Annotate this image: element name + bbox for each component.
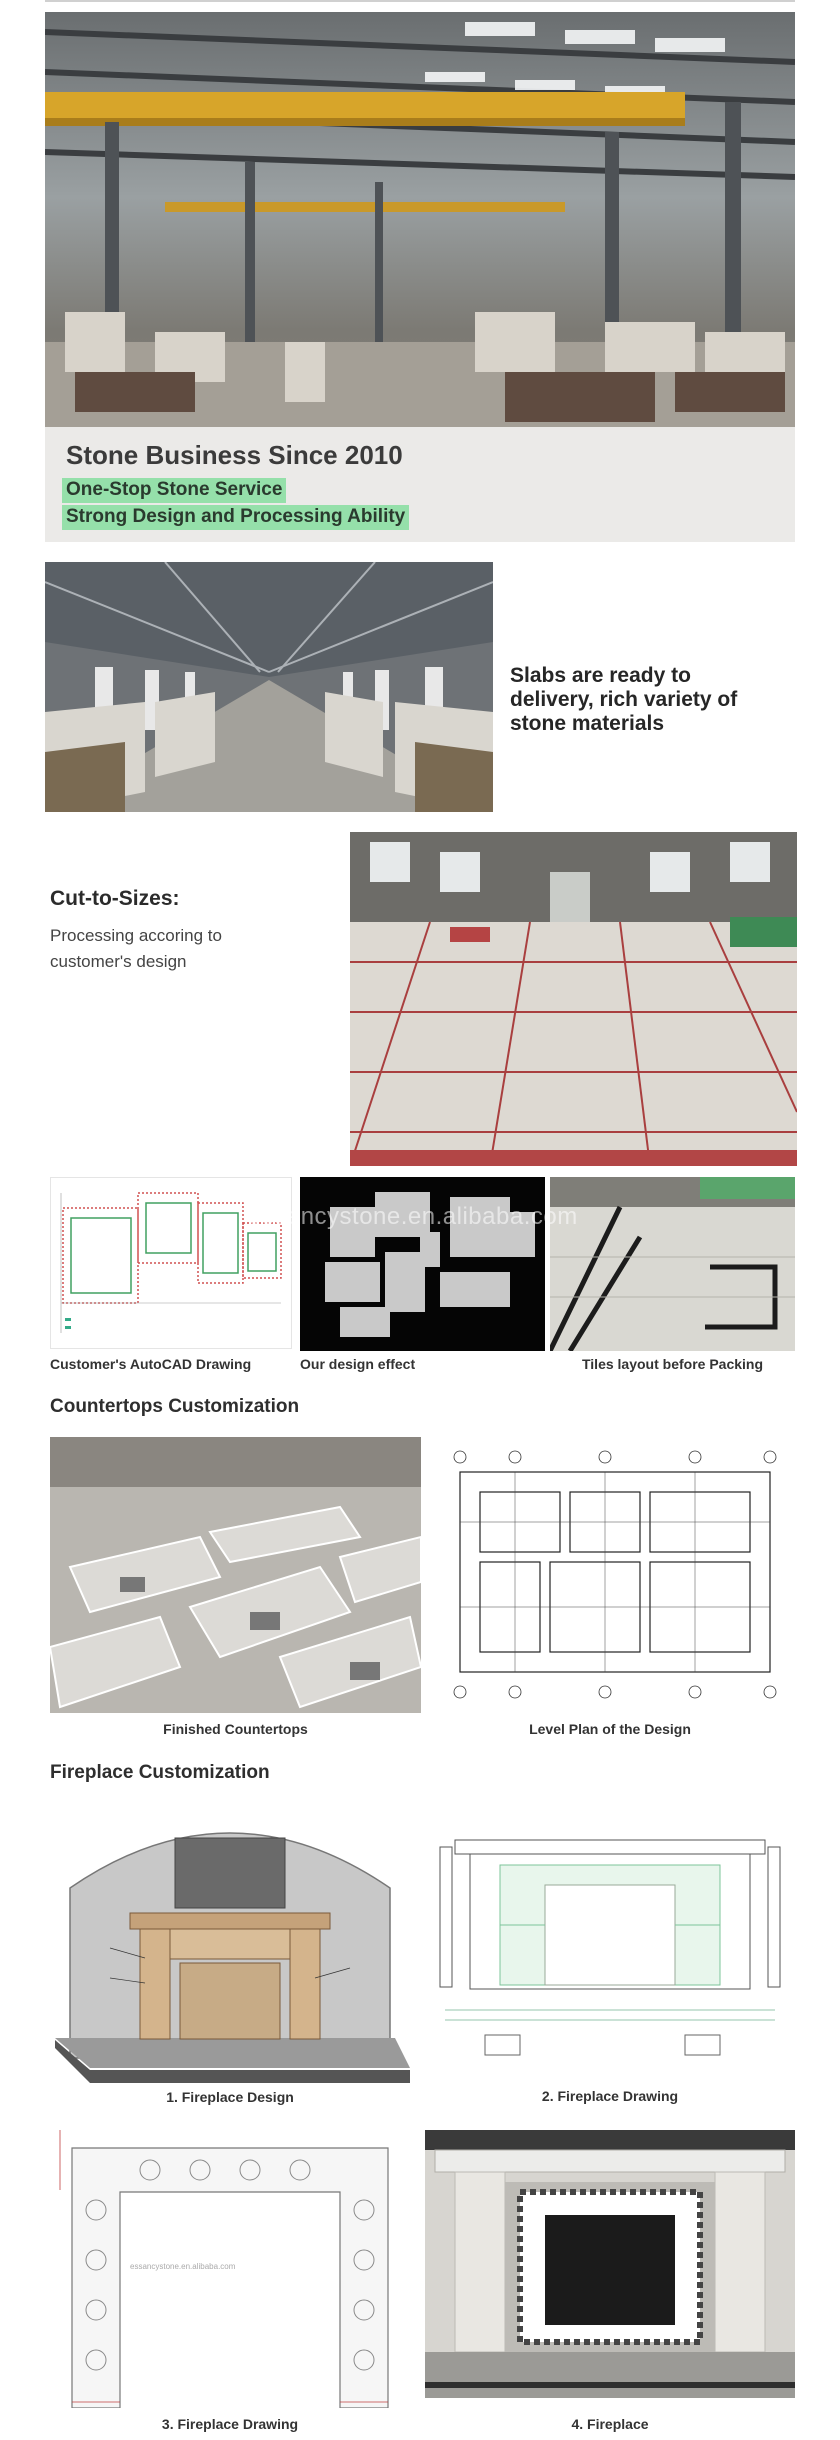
level-plan-image xyxy=(425,1437,795,1713)
tiles-layout-image xyxy=(550,1177,795,1351)
cut-to-size-title: Cut-to-Sizes: xyxy=(50,887,180,910)
caption-design-effect: Our design effect xyxy=(300,1356,416,1372)
caption-fireplace-drawing-2: 3. Fireplace Drawing xyxy=(161,2416,299,2432)
cut-to-size-floor-image xyxy=(350,832,797,1166)
slabs-description: Slabs are ready to delivery, rich variety of stone materials xyxy=(510,664,738,735)
countertops-section-title: Countertops Customization xyxy=(50,1396,300,1417)
caption-fireplace-photo: 4. Fireplace xyxy=(571,2416,649,2432)
caption-level-plan: Level Plan of the Design xyxy=(529,1721,691,1737)
hero-highlight-service: One-Stop Stone Service xyxy=(62,478,286,503)
slab-warehouse-image xyxy=(45,562,493,812)
caption-finished-countertops: Finished Countertops xyxy=(163,1721,308,1737)
top-divider xyxy=(45,0,795,2)
caption-fireplace-design: 1. Fireplace Design xyxy=(166,2089,294,2105)
caption-fireplace-drawing-1: 2. Fireplace Drawing xyxy=(541,2088,679,2104)
fireplace-design-image xyxy=(50,1808,410,2088)
fireplace-photo-image xyxy=(425,2130,795,2398)
design-row-watermark: essencystone.en.alibaba.com xyxy=(248,1203,578,1230)
finished-countertops-image xyxy=(50,1437,421,1713)
caption-tiles-layout: Tiles layout before Packing xyxy=(581,1356,764,1372)
hero-title: Stone Business Since 2010 xyxy=(66,440,403,470)
hero-highlight-ability: Strong Design and Processing Ability xyxy=(62,505,409,530)
fireplace-drawing-watermark: essancystone.en.alibaba.com xyxy=(130,2262,236,2271)
cut-to-size-description: Processing accoring to customer's design xyxy=(50,926,222,971)
caption-autocad-drawing: Customer's AutoCAD Drawing xyxy=(50,1356,252,1372)
fireplace-drawing-image-1 xyxy=(425,1825,795,2075)
fireplace-section-title: Fireplace Customization xyxy=(50,1762,270,1783)
